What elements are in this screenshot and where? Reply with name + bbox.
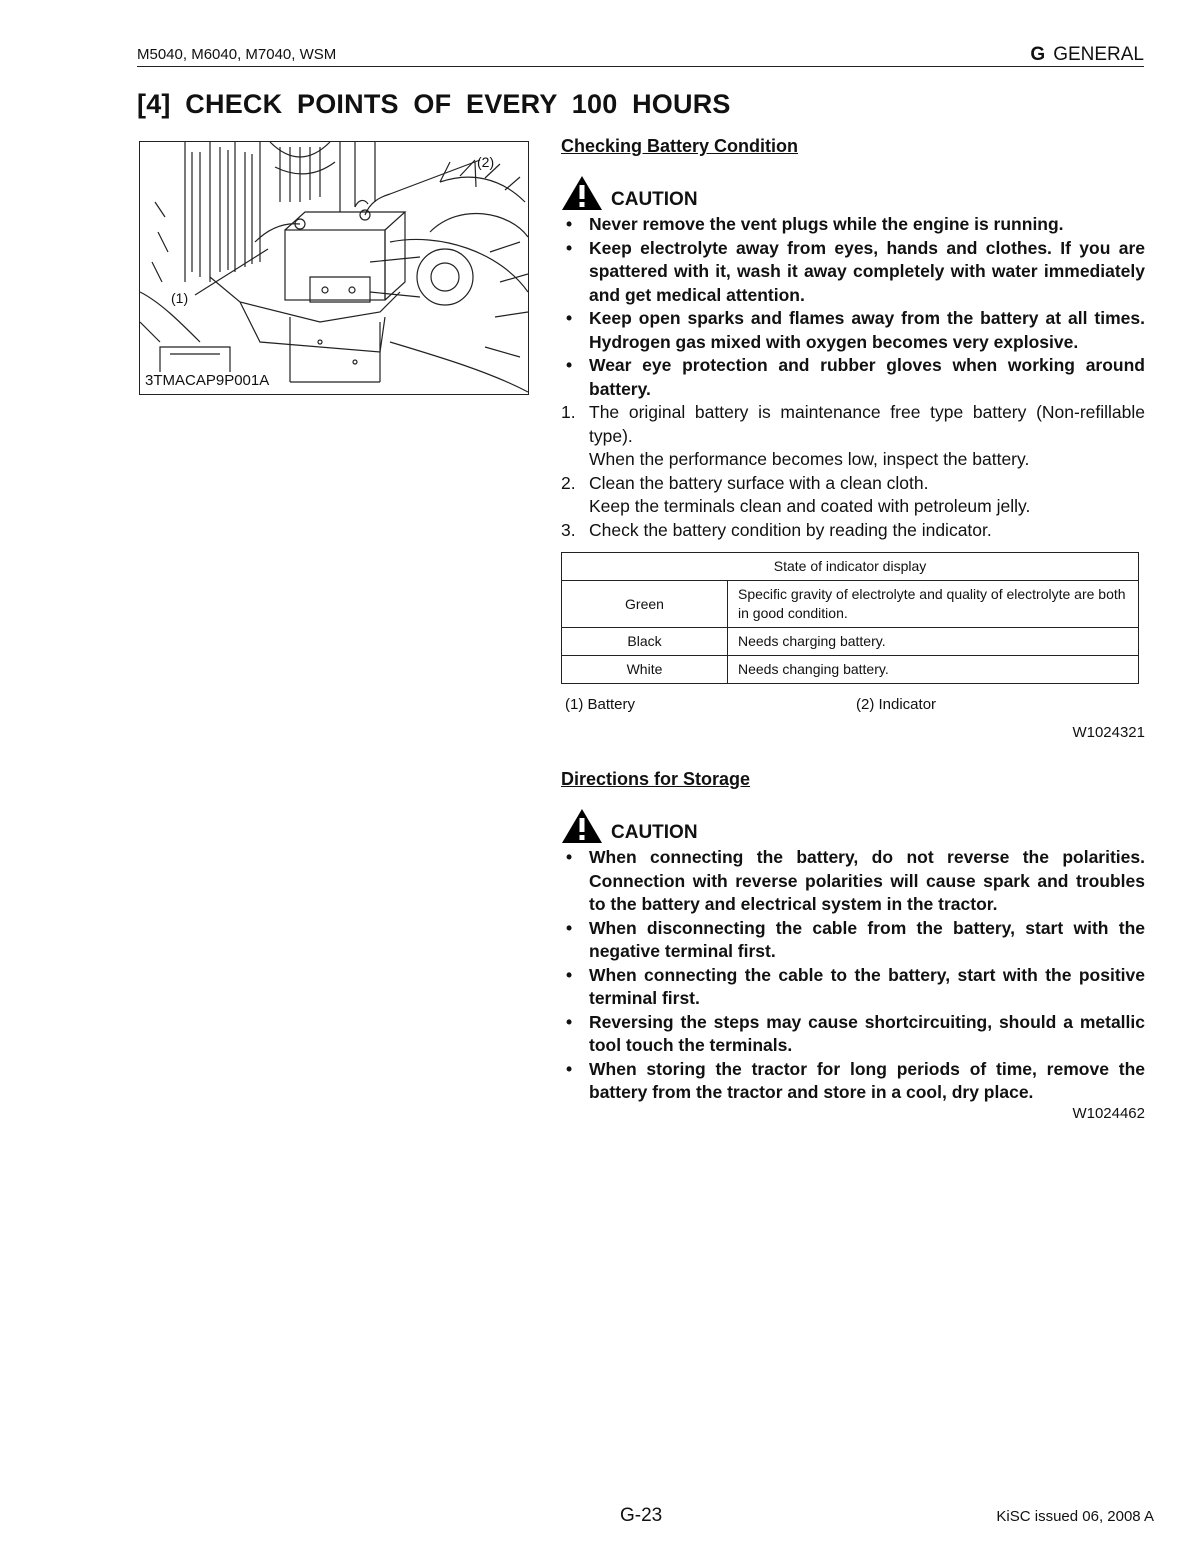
figure-legend — [561, 696, 1145, 716]
step-number: 1. — [561, 402, 576, 422]
warning-triangle-icon — [561, 808, 603, 844]
header-section — [1030, 44, 1144, 66]
bullet-icon: • — [566, 847, 573, 867]
page-title: [4] CHECK POINTS OF EVERY 100 HOURS — [137, 89, 731, 119]
battery-section-heading: Checking Battery Condition — [561, 136, 799, 156]
figure-callout-2: (2) — [477, 154, 495, 170]
caution-header — [561, 808, 1145, 844]
issue-info: KiSC issued 06, 2008 A — [996, 1508, 1154, 1525]
step-number: 3. — [561, 519, 576, 540]
header-rule — [137, 66, 1144, 67]
storage-section — [561, 769, 1145, 1122]
table-row — [562, 581, 1139, 628]
page-number: G-23 — [620, 1505, 663, 1526]
caution-label: CAUTION — [611, 822, 698, 843]
list-item: • Reversing the steps may cause shortcircuiting, should a metallic tool touch the terminals. — [566, 1011, 1145, 1055]
battery-caution-list — [561, 213, 1145, 401]
step-item: 2. Clean the battery surface with a clean cloth. Keep the terminals clean and coated with petroleum jelly. — [561, 472, 1031, 516]
battery-illustration — [140, 142, 528, 394]
indicator-meaning: Specific gravity of electrolyte and quality of electrolyte are both in good condition. — [728, 581, 1139, 628]
indicator-meaning: Needs charging battery. — [728, 628, 1139, 656]
battery-figure — [139, 141, 529, 395]
section-name: GENERAL — [1053, 44, 1144, 65]
step-item: 3. Check the battery condition by reading the indicator. — [561, 519, 1145, 543]
list-item: • Wear eye protection and rubber gloves when working around battery. — [566, 355, 1145, 399]
legend-item-indicator: (2) Indicator — [856, 696, 937, 713]
list-item: • Keep electrolyte away from eyes, hands and clothes. If you are spattered with it, wash it away completely with water immediately and get medical attention. — [566, 237, 1145, 305]
warning-triangle-icon — [561, 175, 603, 211]
bullet-icon: • — [566, 964, 573, 985]
table-row — [562, 656, 1139, 684]
bullet-icon: • — [566, 917, 573, 938]
step-item: 1. The original battery is maintenance free type battery (Non-refillable type). When the performance becomes low, inspect the battery. — [561, 402, 1145, 469]
table-header: State of indicator display — [562, 553, 1139, 581]
caution-label: CAUTION — [611, 189, 698, 210]
list-item: • When disconnecting the cable from the battery, start with the negative terminal first. — [566, 917, 1145, 961]
bullet-icon: • — [566, 1011, 573, 1032]
bullet-icon: • — [566, 355, 573, 375]
bullet-icon: • — [566, 1058, 573, 1079]
list-item: • Keep open sparks and flames away from the battery at all times. Hydrogen gas mixed with oxygen becomes very explosive. — [566, 308, 1145, 352]
list-item: • When connecting the battery, do not reverse the polarities. Connection with reverse polarities will cause spark and troubles to the battery and electrical system in the tractor. — [566, 847, 1145, 914]
figure-code: 3TMACAP9P001A — [145, 372, 270, 389]
battery-section — [561, 136, 1145, 741]
storage-caution-list — [561, 846, 1145, 1105]
indicator-state: Green — [562, 581, 728, 628]
section-letter: G — [1030, 44, 1046, 65]
step-number: 2. — [561, 472, 576, 493]
list-item: • When connecting the cable to the battery, start with the positive terminal first. — [566, 964, 1145, 1008]
bullet-icon: • — [566, 237, 573, 258]
bullet-icon: • — [566, 308, 573, 328]
list-item: • Never remove the vent plugs while the engine is running. — [561, 213, 1145, 237]
caution-header — [561, 175, 1145, 211]
list-item: • When storing the tractor for long periods of time, remove the battery from the tractor and store in a cool, dry place. — [566, 1058, 1145, 1102]
storage-section-code: W1024462 — [1072, 1104, 1145, 1122]
table-row — [562, 628, 1139, 656]
indicator-meaning: Needs changing battery. — [728, 656, 1139, 684]
bullet-icon: • — [566, 214, 573, 234]
indicator-table — [561, 552, 1139, 684]
battery-section-code: W1024321 — [1072, 724, 1145, 741]
storage-section-heading: Directions for Storage — [561, 769, 751, 789]
indicator-state: Black — [562, 628, 728, 656]
figure-callout-1: (1) — [171, 290, 189, 306]
legend-item-battery: (1) Battery — [565, 696, 636, 713]
header-models: M5040, M6040, M7040, WSM — [137, 46, 337, 63]
indicator-state: White — [562, 656, 728, 684]
battery-steps — [561, 401, 1145, 542]
